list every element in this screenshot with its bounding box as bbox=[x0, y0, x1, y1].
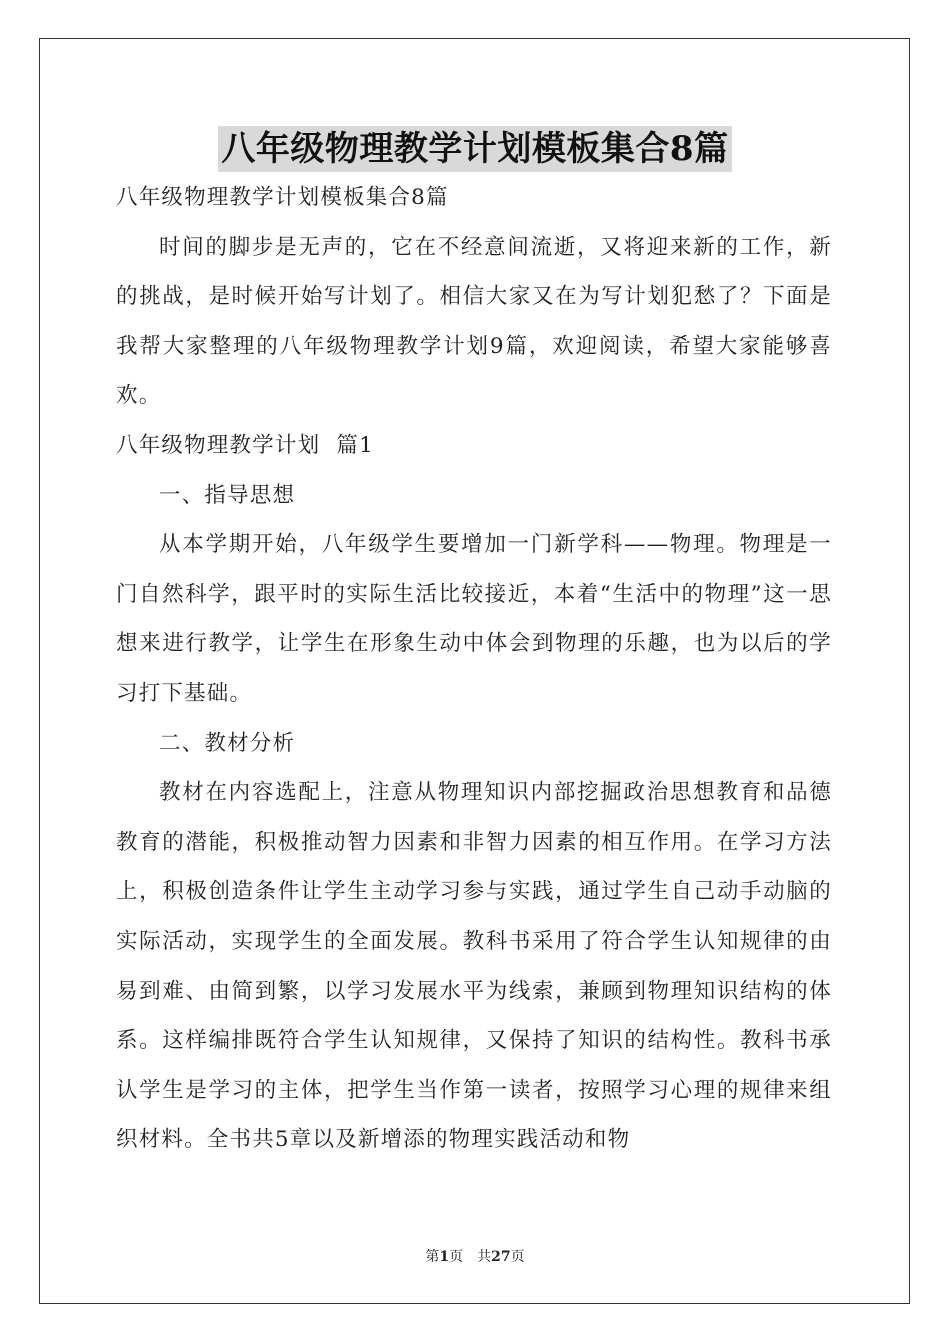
footer-prefix: 第 bbox=[425, 1249, 440, 1265]
footer-suffix: 页 bbox=[510, 1249, 525, 1265]
document-body bbox=[116, 173, 832, 1165]
heading-textbook-analysis: 二、教材分析 bbox=[159, 730, 296, 756]
paragraph-textbook-analysis: 教材在内容选配上，注意从物理知识内部挖掘政治思想教育和品德教育的潜能，积极推动智力因素和非智力因素的相互作用。在学习方法上，积极创造条件让学生主动学习参与实践，通过学生自己动手动脑的实际活动，实现学生的全面发展。教科书采用了符合学生认知规律的由易到难、由简到繁，以学习发展水平为线索，兼顾到物理知识结构的体系。这样编排既符合学生认知规律，又保持了知识的结构性。教科书承认学生是学习的主体，把学生当作第一读者，按照学习心理的规律来组织材料。全书共5章以及新增添的物理实践活动和物 bbox=[116, 780, 832, 1153]
document-subtitle: 八年级物理教学计划模板集合8篇 bbox=[116, 185, 449, 210]
heading-guiding-thought: 一、指导思想 bbox=[159, 482, 296, 508]
footer-total-pages: 27 bbox=[491, 1249, 511, 1265]
title-wrap bbox=[0, 126, 950, 172]
section-title: 八年级物理教学计划 篇1 bbox=[116, 432, 374, 458]
intro-paragraph: 时间的脚步是无声的，它在不经意间流逝，又将迎来新的工作，新的挑战，是时候开始写计划了。相信大家又在为写计划犯愁了？下面是我帮大家整理的八年级物理教学计划9篇，欢迎阅读，希望大家能够喜欢。 bbox=[116, 234, 832, 409]
document-title: 八年级物理教学计划模板集合8篇 bbox=[218, 126, 731, 172]
page-footer bbox=[0, 1246, 950, 1266]
footer-current-page: 1 bbox=[439, 1249, 450, 1265]
paragraph-guiding-thought: 从本学期开始，八年级学生要增加一门新学科——物理。物理是一门自然科学，跟平时的实际生活比较接近，本着“生活中的物理”这一思想来进行教学，让学生在形象生动中体会到物理的乐趣，也为以后的学习打下基础。 bbox=[116, 532, 832, 706]
footer-mid: 页 共 bbox=[449, 1249, 492, 1265]
